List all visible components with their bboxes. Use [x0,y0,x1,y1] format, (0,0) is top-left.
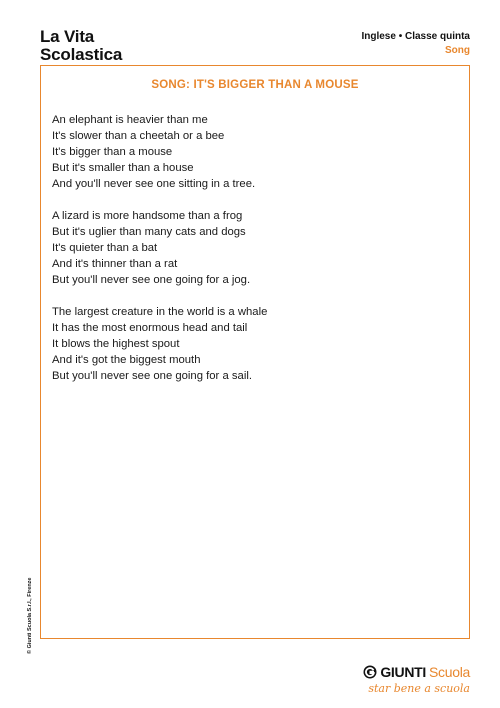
subject-label: Inglese • Classe quinta [361,31,470,42]
brand-name-part2: Scuola [428,664,470,680]
lyric-line: It's quieter than a bat [52,242,158,254]
brand-tagline: star bene a scuola [368,682,470,695]
lyric-line: And you'll never see one sitting in a tree. [52,178,256,190]
stanza-1 [52,112,452,192]
stanza-3 [52,304,452,384]
song-title: SONG: IT'S BIGGER THAN A MOUSE [151,79,359,91]
lyric-line: It's bigger than a mouse [52,146,173,158]
lyric-line: It has the most enormous head and tail [52,322,248,334]
lyric-line: But it's smaller than a house [52,162,194,174]
section-label: Song [445,45,470,56]
logo-line-2: Scolastica [40,45,123,64]
song-lyrics [52,112,452,400]
lyric-line: It blows the highest spout [52,338,180,350]
lyric-line: But you'll never see one going for a sail. [52,370,252,382]
lyric-line: But it's uglier than many cats and dogs [52,226,246,238]
giunti-logo-icon [363,665,377,679]
lyric-line: An elephant is heavier than me [52,114,208,126]
publisher-brand [363,664,470,695]
lyric-line: The largest creature in the world is a whale [52,306,268,318]
header-info [361,30,470,58]
publication-logo [40,28,122,63]
lyric-line: It's slower than a cheetah or a bee [52,130,225,142]
brand-wordmark [363,664,470,680]
lyric-line: And it's thinner than a rat [52,258,178,270]
lyric-line: A lizard is more handsome than a frog [52,210,243,222]
logo-line-1: La Vita [40,27,95,46]
stanza-2 [52,208,452,288]
brand-name-part1: GIUNTI [380,664,426,680]
lyric-line: But you'll never see one going for a jog. [52,274,251,286]
worksheet-frame [40,65,470,639]
copyright-notice: © Giunti Scuola S.r.l., Firenze [27,577,33,654]
lyric-line: And it's got the biggest mouth [52,354,201,366]
